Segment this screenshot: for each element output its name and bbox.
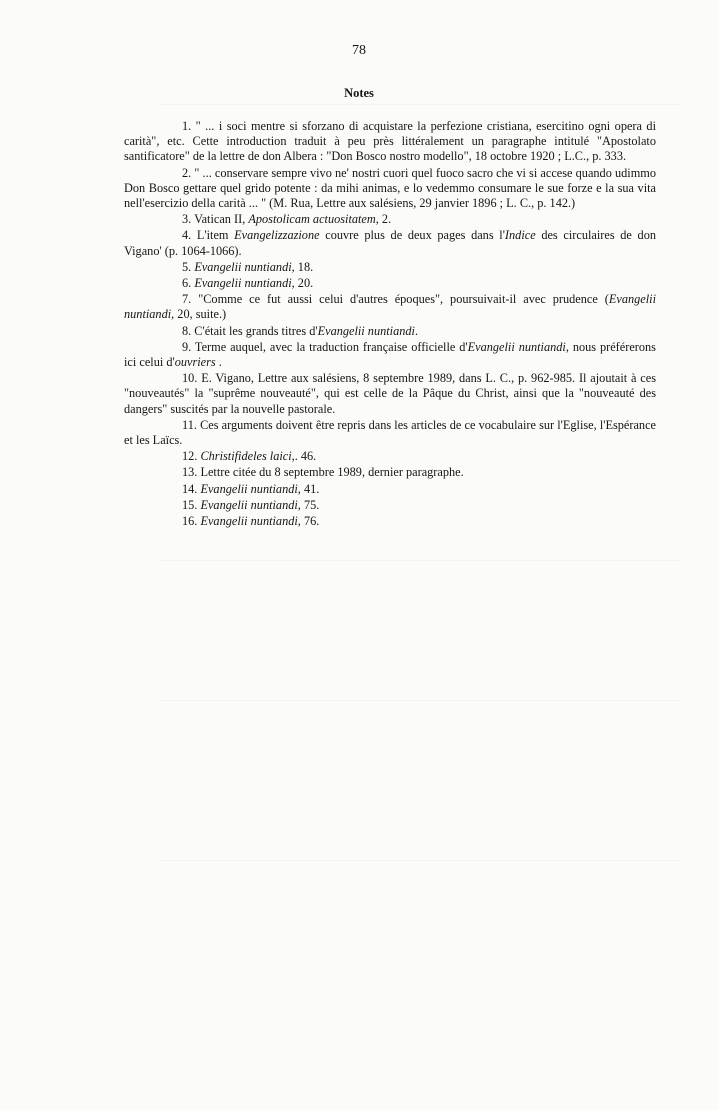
- footnote-italic-text: Christifideles laici: [200, 449, 292, 464]
- footnote-text: couvre plus de deux pages dans l': [319, 228, 505, 243]
- footnote: [124, 465, 656, 480]
- footnote: [124, 212, 656, 227]
- footnote: [124, 119, 656, 165]
- footnote-text: ,. 46.: [291, 449, 317, 464]
- footnote-number: 14.: [182, 481, 198, 496]
- footnote-text: L'item: [191, 228, 235, 243]
- footnote: [124, 260, 656, 275]
- footnote: [124, 228, 656, 258]
- footnote-text: " ... i soci mentre si sforzano di acquistare la perfezione cristiana, esercitino ogni opera di carità", etc. Cette introduction traduit à peu près littéralement un paragraphe intitulé "Apostolato santificatore" de la lettre de don Albera : "Don Bosco nostro modello", 18 octobre 1920 ; L.C., p. 333.: [124, 119, 656, 164]
- footnote-text: " ... conservare sempre vivo ne' nostri cuori quel fuoco sacro che vi si accese quando udimmo Don Bosco gettare quel grido potente : da mihi animas, e lo vedemmo consumare le sue forze e la sua vita nell'esercizio della carità ... " (M. Rua, Lettre aux salésiens, 29 janvier 1896 ; L. C., p. 142.): [124, 165, 656, 211]
- footnote: [124, 292, 656, 322]
- footnote-text: Vatican II,: [191, 212, 249, 227]
- footnote: [124, 418, 656, 448]
- footnote-text: , 41.: [297, 481, 320, 496]
- footnote-number: 2.: [182, 165, 192, 180]
- footnote-text: des circulaires de don Vigano' (p. 1064-1066).: [124, 228, 657, 258]
- footnote: [124, 166, 656, 212]
- footnote-number: 10.: [182, 371, 198, 386]
- footnote: [124, 514, 656, 529]
- footnote-number: 11.: [182, 417, 197, 432]
- footnote-italic-text: Evangelii nuntiandi: [200, 514, 298, 529]
- bleed-through-line: [160, 104, 680, 105]
- footnote-italic-text: Evangelii nuntiandi: [467, 339, 566, 354]
- footnote-number: 5.: [182, 259, 192, 274]
- footnote-number: 12.: [182, 449, 198, 464]
- footnote-text: Lettre citée du 8 septembre 1989, dernier paragraphe.: [197, 465, 464, 480]
- footnote: [124, 371, 656, 417]
- bleed-through-line: [160, 860, 680, 861]
- footnote-italic-text: Evangelii nuntiandi: [194, 276, 292, 291]
- footnote-italic-text: Evangelizzazione: [234, 228, 320, 243]
- footnote-number: 8.: [182, 323, 192, 338]
- footnote-italic-text: Evangelii nuntiandi,: [124, 292, 656, 322]
- footnote: [124, 340, 656, 370]
- footnote-number: 13.: [182, 465, 198, 480]
- footnote-text: Ces arguments doivent être repris dans les articles de ce vocabulaire sur l'Eglise, l'Espérance et les Laïcs.: [124, 417, 656, 448]
- footnote-italic-text: ouvriers: [174, 355, 216, 370]
- bleed-through-line: [160, 560, 680, 561]
- notes-list: [124, 119, 656, 530]
- footnote-number: 16.: [182, 514, 198, 529]
- footnote: [124, 449, 656, 464]
- notes-heading: Notes: [344, 86, 374, 100]
- footnote-italic-text: Evangelii nuntiandi: [194, 259, 292, 274]
- footnote-number: 4.: [182, 228, 192, 243]
- footnote-number: 1.: [182, 119, 192, 133]
- footnote-text: , nous préférerons ici celui d': [124, 339, 656, 370]
- footnote: [124, 498, 656, 513]
- footnote-number: 3.: [182, 212, 192, 227]
- footnote-italic-text: Indice: [504, 228, 536, 243]
- footnote-text: .: [414, 323, 419, 338]
- footnote-text: .: [215, 355, 222, 370]
- footnote-text: , 75.: [297, 497, 320, 512]
- footnote-text: E. Vigano, Lettre aux salésiens, 8 septembre 1989, dans L. C., p. 962-985. Il ajoutait à ces "nouveautés" la "suprême nouveauté", qui est celle de la Pâque du Christ, ainsi que la "nouveauté des dangers" suscités par la nouvelle pastorale.: [124, 371, 656, 416]
- footnote-italic-text: Evangelii nuntiandi: [317, 323, 415, 338]
- footnote-text: "Comme ce fut aussi celui d'autres époques", poursuivait-il avec prudence (: [191, 292, 609, 307]
- footnote-text: , 20.: [291, 276, 314, 291]
- footnote: [124, 482, 656, 497]
- footnote: [124, 324, 656, 339]
- footnote-italic-text: Evangelii nuntiandi: [200, 481, 298, 496]
- footnote-italic-text: Apostolicam actuositatem: [248, 212, 376, 227]
- footnote-italic-text: Evangelii nuntiandi: [200, 497, 298, 512]
- bleed-through-line: [160, 700, 680, 701]
- page-number: 78: [352, 43, 366, 58]
- footnote-number: 6.: [182, 276, 192, 291]
- footnote-text: , 2.: [375, 212, 392, 227]
- footnote-text: Terme auquel, avec la traduction française officielle d': [191, 339, 468, 354]
- footnote-number: 15.: [182, 497, 198, 512]
- footnote-text: 20, suite.): [174, 307, 227, 322]
- footnote: [124, 276, 656, 291]
- footnote-text: , 18.: [291, 259, 314, 274]
- footnote-number: 7.: [182, 292, 192, 307]
- footnote-text: , 76.: [297, 514, 320, 529]
- footnote-text: C'était les grands titres d': [191, 323, 318, 338]
- footnote-number: 9.: [182, 339, 192, 354]
